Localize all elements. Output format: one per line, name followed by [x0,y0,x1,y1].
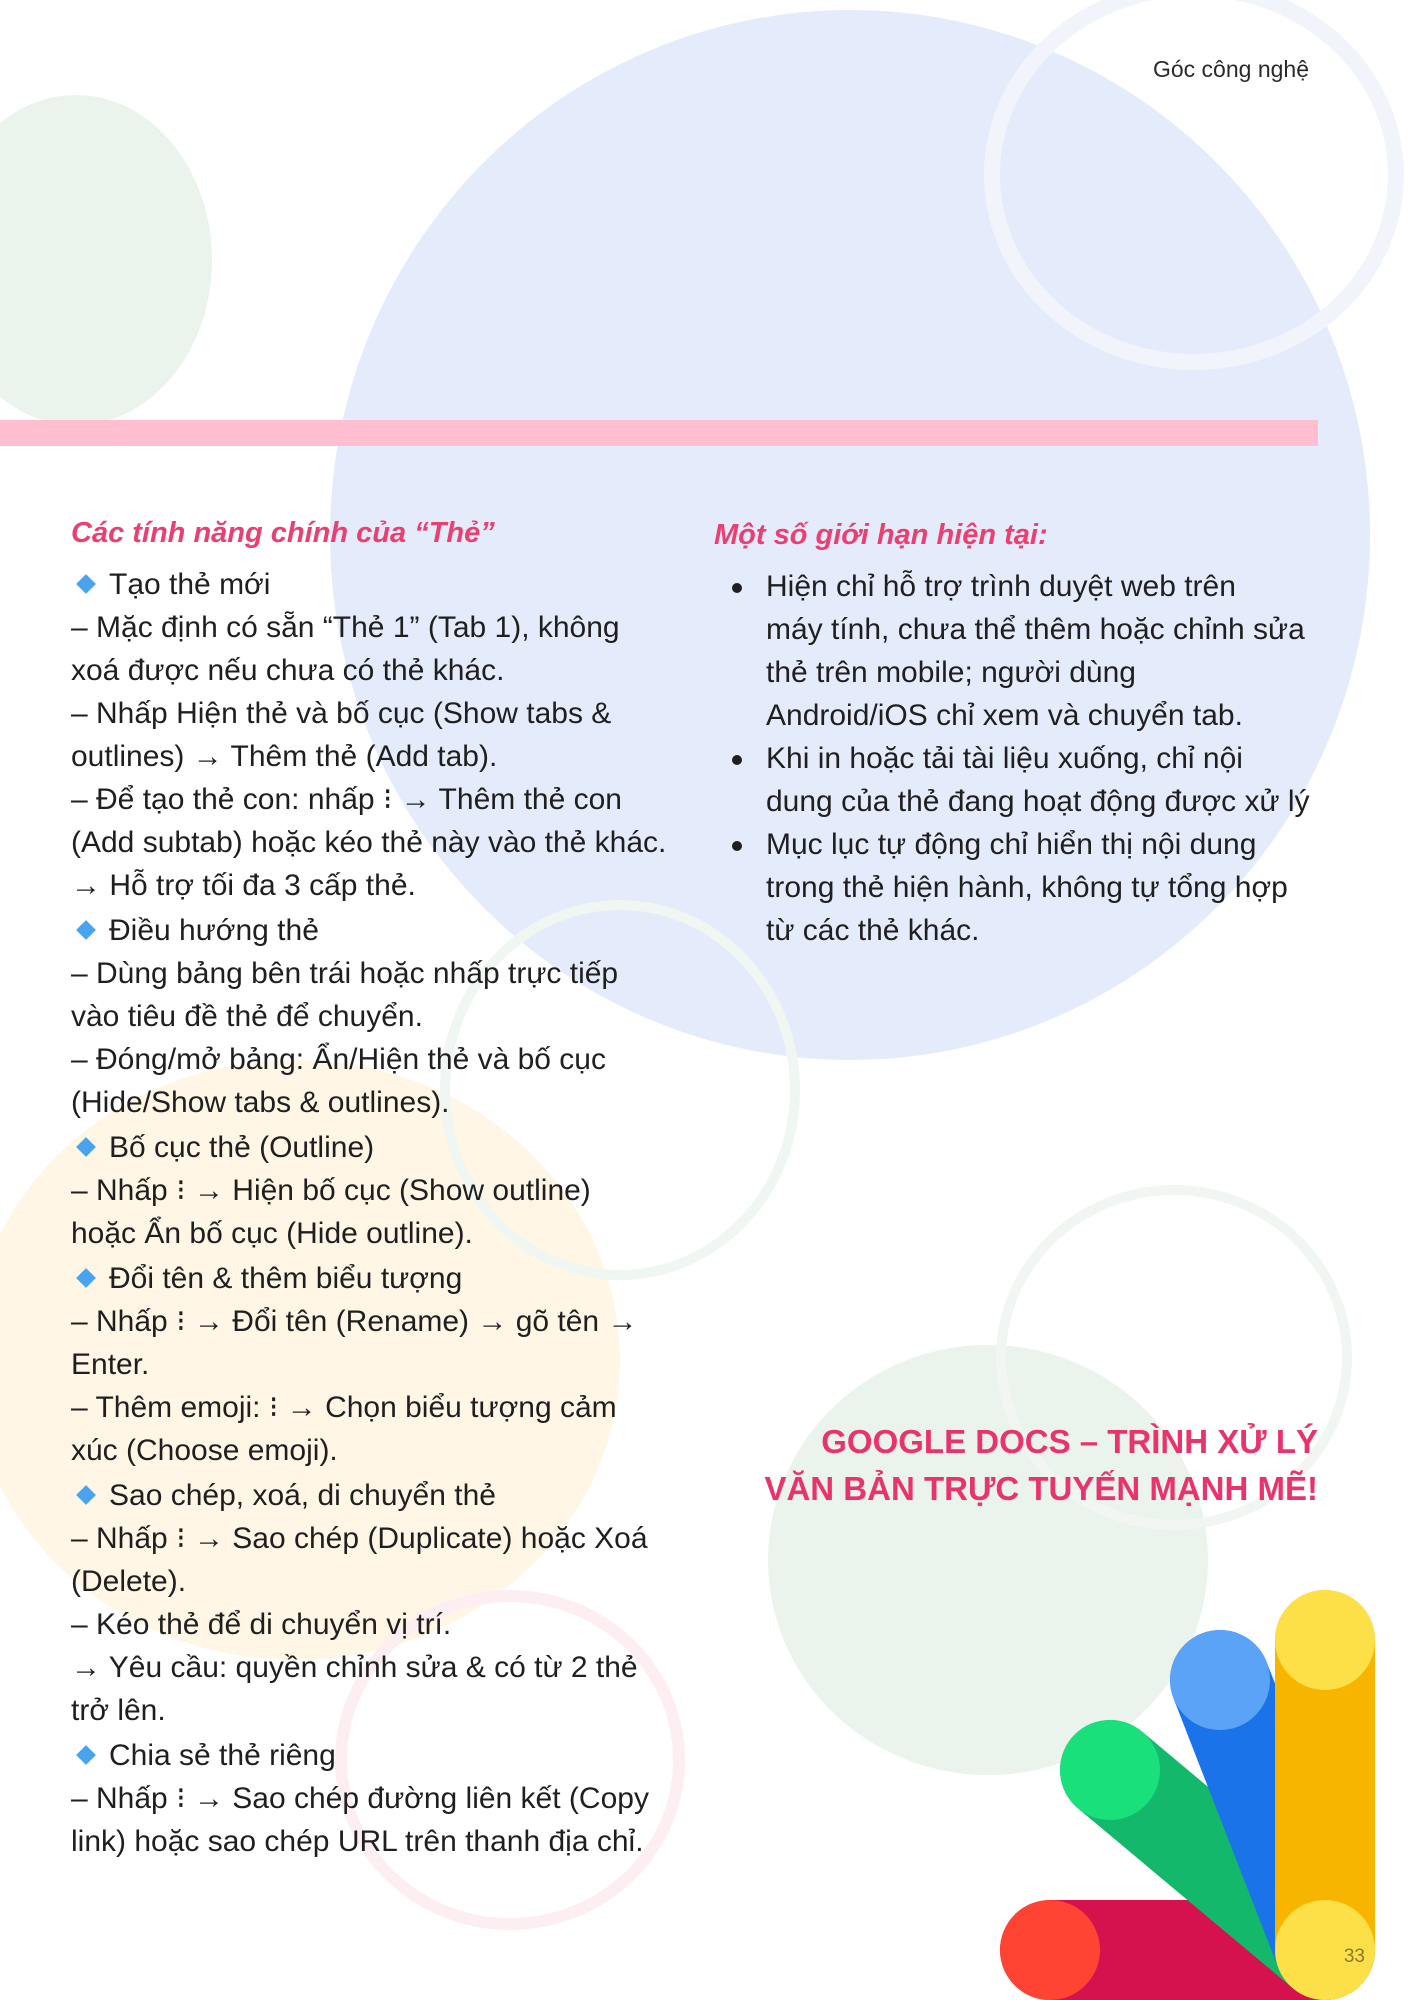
feature-line-text: vào tiêu đề thẻ để chuyển. [71,1000,423,1033]
diamond-bullet-icon [76,1745,96,1765]
feature-text-line [71,1820,691,1863]
limitations-column [714,515,1324,952]
feature-text-line [71,1429,691,1472]
feature-line-text: (Delete). [71,1565,187,1598]
limitation-line: Android/iOS chỉ xem và chuyển tab. [766,699,1243,732]
feature-line-text: – Đóng/mở bảng: Ẩn/Hiện thẻ và bố cục [71,1043,606,1076]
features-heading: Các tính năng chính của “Thẻ” [71,517,495,549]
feature-text-line [71,1777,691,1820]
feature-line-text: – Thêm emoji: ⁝ → Chọn biểu tượng cảm [71,1391,617,1424]
feature-line-text: – Nhấp ⁝ → Sao chép đường liên kết (Copy [71,1782,649,1815]
limitation-line: máy tính, chưa thể thêm hoặc chỉnh sửa [766,613,1305,646]
limitation-line: từ các thẻ khác. [766,914,980,947]
diamond-bullet-icon [76,920,96,940]
feature-text-line [71,995,691,1038]
diamond-bullet-icon [76,1485,96,1505]
feature-line-text: – Nhấp ⁝ → Đổi tên (Rename) → gõ tên → [71,1305,638,1338]
feature-line-text: (Add subtab) hoặc kéo thẻ này vào thẻ khác. [71,826,667,859]
feature-line-text: xoá được nếu chưa có thẻ khác. [71,654,505,687]
limitation-line: Khi in hoặc tải tài liệu xuống, chỉ nội [766,742,1243,775]
limitation-item [714,823,1324,952]
feature-line-text: trở lên. [71,1694,166,1727]
features-column [71,513,691,1863]
feature-text-line [71,735,691,778]
promo-headline [764,1418,1318,1512]
feature-text-line [71,1212,691,1255]
feature-line-text: – Để tạo thẻ con: nhấp ⁝ → Thêm thẻ con [71,783,622,816]
fan-cap-yellow-top [1275,1590,1375,1690]
feature-heading-line [71,1126,691,1169]
feature-line-text: hoặc Ẩn bố cục (Hide outline). [71,1217,473,1250]
feature-line-text: Đổi tên & thêm biểu tượng [109,1262,463,1295]
feature-text-line [71,1689,691,1732]
feature-text-line [71,1386,691,1429]
feature-text-line [71,1169,691,1212]
feature-line-text: – Nhấp ⁝ → Hiện bố cục (Show outline) [71,1174,591,1207]
feature-text-line [71,778,691,821]
feature-text-line [71,1560,691,1603]
feature-line-text: Tạo thẻ mới [109,568,271,601]
fan-cap-blue [1170,1630,1270,1730]
feature-text-line [71,606,691,649]
limitation-item [714,565,1324,737]
feature-heading-line [71,1474,691,1517]
feature-heading-line [71,563,691,606]
feature-heading-line [71,1734,691,1777]
limitation-item [714,737,1324,823]
feature-line-text: – Dùng bảng bên trái hoặc nhấp trực tiếp [71,957,619,990]
divider-bar [0,420,1318,446]
feature-line-text: outlines) → Thêm thẻ (Add tab). [71,740,498,773]
promo-line-2: VĂN BẢN TRỰC TUYẾN MẠNH MẼ! [764,1470,1318,1507]
feature-line-text: – Nhấp Hiện thẻ và bố cục (Show tabs & [71,697,612,730]
feature-text-line [71,1646,691,1689]
feature-text-line [71,1343,691,1386]
features-list [71,563,691,1863]
feature-line-text: Sao chép, xoá, di chuyển thẻ [109,1479,496,1512]
feature-line-text: (Hide/Show tabs & outlines). [71,1086,450,1119]
feature-line-text: Bố cục thẻ (Outline) [109,1131,375,1164]
limitation-line: Hiện chỉ hỗ trợ trình duyệt web trên [766,570,1236,603]
diamond-bullet-icon [76,574,96,594]
section-label: Góc công nghệ [1152,56,1309,82]
google-docs-fan-logo [1000,1590,1414,2000]
feature-heading-line [71,909,691,952]
feature-line-text: link) hoặc sao chép URL trên thanh địa chỉ. [71,1825,644,1858]
decor-circle-green-topleft [0,95,212,425]
feature-text-line [71,1603,691,1646]
feature-text-line [71,864,691,907]
feature-line-text: → Hỗ trợ tối đa 3 cấp thẻ. [71,869,416,902]
feature-text-line [71,952,691,995]
limitation-line: Mục lục tự động chỉ hiển thị nội dung [766,828,1257,861]
feature-text-line [71,1038,691,1081]
feature-text-line [71,1300,691,1343]
feature-line-text: Điều hướng thẻ [109,914,319,947]
feature-line-text: → Yêu cầu: quyền chỉnh sửa & có từ 2 thẻ [71,1651,638,1684]
feature-text-line [71,821,691,864]
limitations-list [714,565,1324,952]
feature-line-text: Enter. [71,1348,150,1381]
limitation-line: thẻ trên mobile; người dùng [766,656,1136,689]
limitations-heading: Một số giới hạn hiện tại: [714,519,1048,551]
feature-text-line [71,649,691,692]
diamond-bullet-icon [76,1137,96,1157]
fan-cap-red [1000,1900,1100,2000]
limitation-line: dung của thẻ đang hoạt động được xử lý [766,785,1310,818]
page-number: 33 [1343,1946,1365,1967]
feature-line-text: – Mặc định có sẵn “Thẻ 1” (Tab 1), không [71,611,620,644]
feature-line-text: Chia sẻ thẻ riêng [109,1739,336,1772]
feature-line-text: xúc (Choose emoji). [71,1434,338,1467]
feature-line-text: – Nhấp ⁝ → Sao chép (Duplicate) hoặc Xoá [71,1522,648,1555]
feature-line-text: – Kéo thẻ để di chuyển vị trí. [71,1608,452,1641]
fan-cap-green [1060,1720,1160,1820]
limitation-line: trong thẻ hiện hành, không tự tổng hợp [766,871,1288,904]
feature-text-line [71,1517,691,1560]
promo-line-1: GOOGLE DOCS – TRÌNH XỬ LÝ [821,1423,1318,1460]
diamond-bullet-icon [76,1268,96,1288]
feature-heading-line [71,1257,691,1300]
feature-text-line [71,1081,691,1124]
feature-text-line [71,692,691,735]
